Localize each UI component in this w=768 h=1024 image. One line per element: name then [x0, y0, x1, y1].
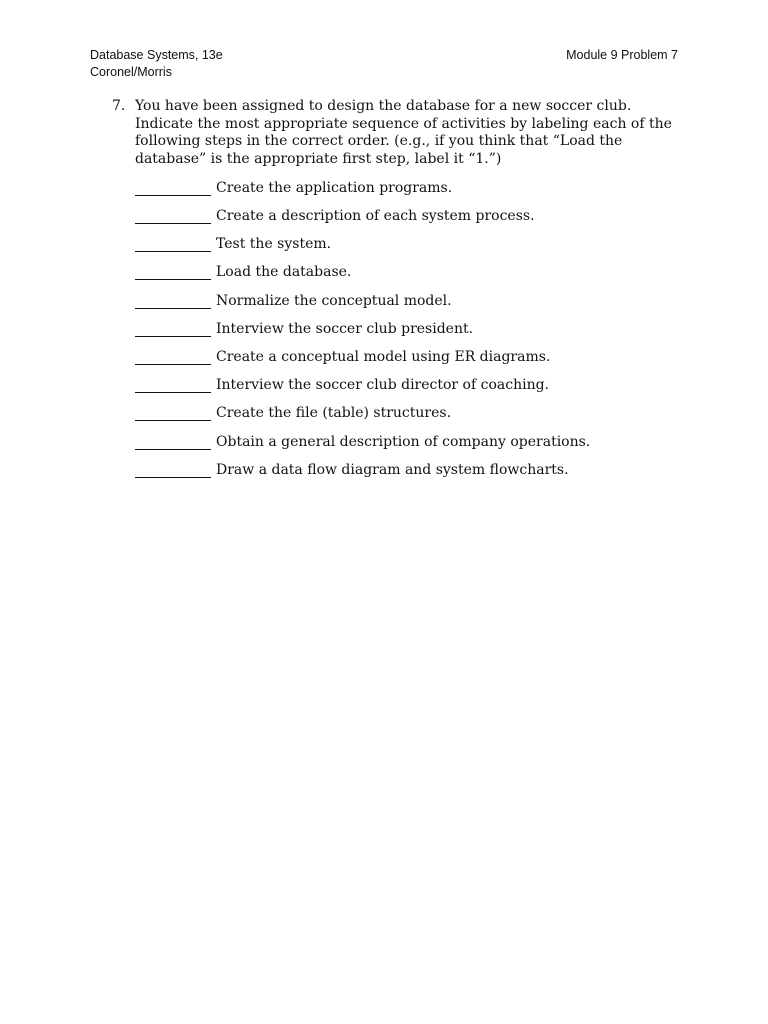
problem-prompt: You have been assigned to design the database for a new soccer club. Indicate the most appropriate sequence of activities by labeling each of the following steps in the correct order. (e.g., if you think that “Load the database” is the appropriate first step, label it “1.”) [135, 98, 672, 168]
step-row [135, 236, 672, 264]
answer-blank[interactable] [135, 349, 211, 365]
step-row [135, 349, 672, 377]
step-text: Normalize the conceptual model. [216, 292, 452, 309]
step-text: Obtain a general description of company operations. [216, 433, 591, 450]
header-row-authors [90, 64, 678, 81]
step-text: Load the database. [216, 264, 352, 281]
authors: Coronel/Morris [90, 65, 172, 79]
step-text: Test the system. [216, 236, 332, 253]
step-text: Draw a data flow diagram and system flowcharts. [216, 461, 569, 478]
step-row [135, 405, 672, 433]
answer-blank[interactable] [135, 405, 211, 421]
answer-blank[interactable] [135, 293, 211, 309]
answer-blank[interactable] [135, 434, 211, 450]
answer-blank[interactable] [135, 236, 211, 252]
step-text: Create a conceptual model using ER diagrams. [216, 348, 551, 365]
module-label: Module 9 Problem 7 [566, 48, 678, 62]
problem-section [112, 98, 672, 490]
problem-item [112, 98, 672, 490]
step-list [135, 180, 672, 490]
book-title: Database Systems, 13e [90, 48, 223, 62]
step-text: Interview the soccer club director of coaching. [216, 377, 549, 394]
step-row [135, 462, 672, 490]
step-row [135, 180, 672, 208]
step-text: Create the file (table) structures. [216, 405, 452, 422]
answer-blank[interactable] [135, 377, 211, 393]
step-text: Create the application programs. [216, 179, 453, 196]
answer-blank[interactable] [135, 321, 211, 337]
step-row [135, 208, 672, 236]
step-row [135, 293, 672, 321]
step-row [135, 377, 672, 405]
header-row [90, 47, 678, 64]
answer-blank[interactable] [135, 264, 211, 280]
answer-blank[interactable] [135, 462, 211, 478]
step-row [135, 264, 672, 292]
problem-number: 7. [112, 98, 126, 114]
answer-blank[interactable] [135, 208, 211, 224]
step-text: Create a description of each system process. [216, 208, 535, 224]
page-header [90, 47, 678, 81]
step-text: Interview the soccer club president. [216, 320, 474, 337]
step-row [135, 321, 672, 349]
answer-blank[interactable] [135, 180, 211, 196]
problem-body [135, 98, 672, 490]
step-row [135, 434, 672, 462]
